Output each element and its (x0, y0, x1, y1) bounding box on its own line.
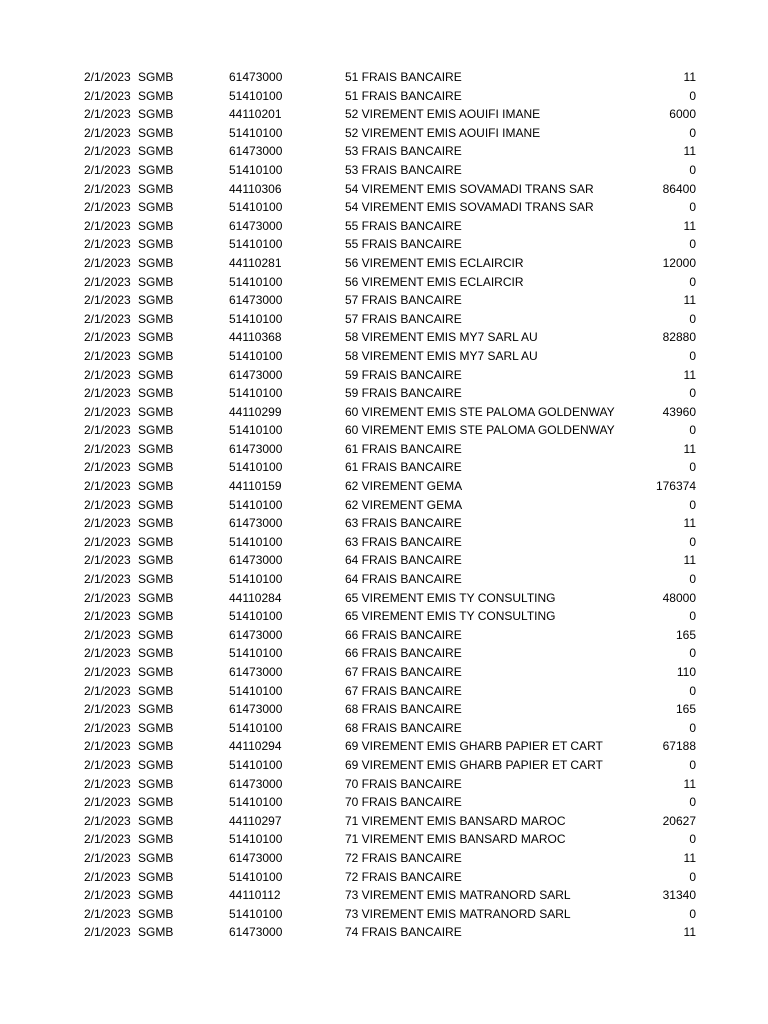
date-cell: 2/1/2023 (84, 88, 131, 103)
date-cell: 2/1/2023 (84, 795, 131, 810)
journal-cell: SGMB (138, 144, 174, 159)
label-cell: 63 FRAIS BANCAIRE (345, 534, 462, 549)
journal-cell: SGMB (138, 516, 174, 531)
account-cell: 51410100 (229, 757, 283, 772)
account-cell: 51410100 (229, 311, 283, 326)
table-row (0, 180, 768, 199)
date-cell: 2/1/2023 (84, 888, 131, 903)
journal-cell: SGMB (138, 850, 174, 865)
table-row (0, 663, 768, 682)
date-cell: 2/1/2023 (84, 627, 131, 642)
label-cell: 56 VIREMENT EMIS ECLAIRCIR (345, 255, 524, 270)
date-cell: 2/1/2023 (84, 925, 131, 940)
table-row (0, 551, 768, 570)
table-row (0, 68, 768, 87)
date-cell: 2/1/2023 (84, 869, 131, 884)
amount-cell: 11 (683, 553, 696, 568)
label-cell: 64 FRAIS BANCAIRE (345, 572, 462, 587)
amount-cell: 0 (689, 795, 696, 810)
account-cell: 51410100 (229, 832, 283, 847)
label-cell: 56 VIREMENT EMIS ECLAIRCIR (345, 274, 524, 289)
journal-cell: SGMB (138, 274, 174, 289)
account-cell: 51410100 (229, 720, 283, 735)
table-row (0, 273, 768, 292)
amount-cell: 0 (689, 497, 696, 512)
amount-cell: 165 (675, 627, 696, 642)
date-cell: 2/1/2023 (84, 218, 131, 233)
date-cell: 2/1/2023 (84, 479, 131, 494)
amount-cell: 11 (683, 776, 696, 791)
table-row (0, 347, 768, 366)
amount-cell: 0 (689, 237, 696, 252)
date-cell: 2/1/2023 (84, 255, 131, 270)
journal-cell: SGMB (138, 107, 174, 122)
journal-cell: SGMB (138, 348, 174, 363)
label-cell: 57 FRAIS BANCAIRE (345, 311, 462, 326)
label-cell: 70 FRAIS BANCAIRE (345, 795, 462, 810)
amount-cell: 0 (689, 869, 696, 884)
amount-cell: 0 (689, 572, 696, 587)
amount-cell: 43960 (662, 404, 696, 419)
account-cell: 61473000 (229, 293, 283, 308)
table-row (0, 124, 768, 143)
table-row (0, 570, 768, 589)
account-cell: 44110284 (229, 590, 282, 605)
amount-cell: 0 (689, 125, 696, 140)
journal-cell: SGMB (138, 776, 174, 791)
label-cell: 53 FRAIS BANCAIRE (345, 144, 462, 159)
table-row (0, 737, 768, 756)
amount-cell: 11 (683, 516, 696, 531)
table-row (0, 775, 768, 794)
date-cell: 2/1/2023 (84, 441, 131, 456)
date-cell: 2/1/2023 (84, 739, 131, 754)
account-cell: 44110294 (229, 739, 282, 754)
date-cell: 2/1/2023 (84, 404, 131, 419)
table-row (0, 403, 768, 422)
amount-cell: 20627 (662, 813, 696, 828)
account-cell: 51410100 (229, 572, 283, 587)
date-cell: 2/1/2023 (84, 125, 131, 140)
amount-cell: 11 (683, 925, 696, 940)
table-row (0, 496, 768, 515)
amount-cell: 0 (689, 348, 696, 363)
label-cell: 58 VIREMENT EMIS MY7 SARL AU (345, 330, 538, 345)
account-cell: 51410100 (229, 423, 283, 438)
journal-cell: SGMB (138, 869, 174, 884)
journal-cell: SGMB (138, 813, 174, 828)
amount-cell: 0 (689, 683, 696, 698)
amount-cell: 48000 (662, 590, 696, 605)
amount-cell: 0 (689, 757, 696, 772)
account-cell: 51410100 (229, 348, 283, 363)
account-cell: 51410100 (229, 534, 283, 549)
amount-cell: 0 (689, 646, 696, 661)
date-cell: 2/1/2023 (84, 144, 131, 159)
table-row (0, 254, 768, 273)
journal-cell: SGMB (138, 237, 174, 252)
amount-cell: 0 (689, 274, 696, 289)
account-cell: 51410100 (229, 795, 283, 810)
table-row (0, 849, 768, 868)
journal-cell: SGMB (138, 367, 174, 382)
table-row (0, 719, 768, 738)
amount-cell: 86400 (662, 181, 696, 196)
label-cell: 63 FRAIS BANCAIRE (345, 516, 462, 531)
table-row (0, 589, 768, 608)
journal-cell: SGMB (138, 441, 174, 456)
date-cell: 2/1/2023 (84, 200, 131, 215)
account-cell: 44110299 (229, 404, 282, 419)
table-row (0, 607, 768, 626)
table-row (0, 142, 768, 161)
label-cell: 72 FRAIS BANCAIRE (345, 869, 462, 884)
account-cell: 51410100 (229, 88, 283, 103)
label-cell: 53 FRAIS BANCAIRE (345, 162, 462, 177)
table-row (0, 217, 768, 236)
journal-cell: SGMB (138, 720, 174, 735)
table-row (0, 923, 768, 942)
table-row (0, 644, 768, 663)
amount-cell: 0 (689, 609, 696, 624)
account-cell: 44110306 (229, 181, 282, 196)
journal-cell: SGMB (138, 330, 174, 345)
account-cell: 61473000 (229, 776, 283, 791)
label-cell: 59 FRAIS BANCAIRE (345, 367, 462, 382)
date-cell: 2/1/2023 (84, 386, 131, 401)
journal-cell: SGMB (138, 609, 174, 624)
table-row (0, 514, 768, 533)
amount-cell: 12000 (662, 255, 696, 270)
amount-cell: 0 (689, 460, 696, 475)
date-cell: 2/1/2023 (84, 181, 131, 196)
amount-cell: 176374 (655, 479, 696, 494)
label-cell: 60 VIREMENT EMIS STE PALOMA GOLDENWAY (345, 423, 615, 438)
account-cell: 61473000 (229, 850, 283, 865)
journal-cell: SGMB (138, 255, 174, 270)
account-cell: 44110159 (229, 479, 282, 494)
label-cell: 52 VIREMENT EMIS AOUIFI IMANE (345, 107, 541, 122)
label-cell: 74 FRAIS BANCAIRE (345, 925, 462, 940)
account-cell: 61473000 (229, 553, 283, 568)
journal-cell: SGMB (138, 293, 174, 308)
table-row (0, 105, 768, 124)
account-cell: 51410100 (229, 200, 283, 215)
label-cell: 70 FRAIS BANCAIRE (345, 776, 462, 791)
date-cell: 2/1/2023 (84, 609, 131, 624)
amount-cell: 11 (683, 850, 696, 865)
journal-cell: SGMB (138, 627, 174, 642)
ledger-table (0, 68, 768, 942)
date-cell: 2/1/2023 (84, 367, 131, 382)
date-cell: 2/1/2023 (84, 720, 131, 735)
date-cell: 2/1/2023 (84, 330, 131, 345)
date-cell: 2/1/2023 (84, 553, 131, 568)
date-cell: 2/1/2023 (84, 460, 131, 475)
account-cell: 61473000 (229, 70, 283, 84)
label-cell: 62 VIREMENT GEMA (345, 479, 463, 494)
label-cell: 66 FRAIS BANCAIRE (345, 627, 462, 642)
amount-cell: 67188 (662, 739, 696, 754)
amount-cell: 165 (675, 702, 696, 717)
amount-cell: 82880 (662, 330, 696, 345)
journal-cell: SGMB (138, 200, 174, 215)
journal-cell: SGMB (138, 665, 174, 679)
amount-cell: 11 (683, 441, 696, 456)
journal-cell: SGMB (138, 906, 174, 921)
label-cell: 62 VIREMENT GEMA (345, 497, 463, 512)
label-cell: 65 VIREMENT EMIS TY CONSULTING (345, 590, 556, 605)
account-cell: 44110112 (229, 888, 281, 903)
table-row (0, 310, 768, 329)
date-cell: 2/1/2023 (84, 572, 131, 587)
date-cell: 2/1/2023 (84, 107, 131, 122)
table-row (0, 793, 768, 812)
journal-cell: SGMB (138, 70, 174, 84)
amount-cell: 6000 (669, 107, 696, 122)
label-cell: 64 FRAIS BANCAIRE (345, 553, 462, 568)
date-cell: 2/1/2023 (84, 348, 131, 363)
account-cell: 44110201 (229, 107, 282, 122)
account-cell: 61473000 (229, 925, 283, 940)
table-row (0, 458, 768, 477)
account-cell: 51410100 (229, 237, 283, 252)
account-cell: 61473000 (229, 367, 283, 382)
label-cell: 69 VIREMENT EMIS GHARB PAPIER ET CART (345, 739, 603, 754)
date-cell: 2/1/2023 (84, 423, 131, 438)
table-row (0, 682, 768, 701)
journal-cell: SGMB (138, 311, 174, 326)
journal-cell: SGMB (138, 646, 174, 661)
journal-cell: SGMB (138, 572, 174, 587)
journal-cell: SGMB (138, 795, 174, 810)
table-row (0, 366, 768, 385)
journal-cell: SGMB (138, 832, 174, 847)
amount-cell: 0 (689, 200, 696, 215)
journal-cell: SGMB (138, 702, 174, 717)
amount-cell: 11 (683, 293, 696, 308)
journal-cell: SGMB (138, 497, 174, 512)
date-cell: 2/1/2023 (84, 293, 131, 308)
date-cell: 2/1/2023 (84, 683, 131, 698)
label-cell: 57 FRAIS BANCAIRE (345, 293, 462, 308)
journal-cell: SGMB (138, 757, 174, 772)
label-cell: 61 FRAIS BANCAIRE (345, 460, 462, 475)
account-cell: 51410100 (229, 683, 283, 698)
account-cell: 61473000 (229, 218, 283, 233)
journal-cell: SGMB (138, 925, 174, 940)
account-cell: 44110281 (229, 255, 282, 270)
table-row (0, 886, 768, 905)
journal-cell: SGMB (138, 739, 174, 754)
date-cell: 2/1/2023 (84, 832, 131, 847)
label-cell: 72 FRAIS BANCAIRE (345, 850, 462, 865)
table-row (0, 198, 768, 217)
amount-cell: 0 (689, 832, 696, 847)
journal-cell: SGMB (138, 125, 174, 140)
table-row (0, 700, 768, 719)
account-cell: 44110297 (229, 813, 282, 828)
account-cell: 44110368 (229, 330, 282, 345)
amount-cell: 0 (689, 311, 696, 326)
date-cell: 2/1/2023 (84, 237, 131, 252)
amount-cell: 11 (683, 70, 696, 84)
account-cell: 61473000 (229, 702, 283, 717)
account-cell: 51410100 (229, 869, 283, 884)
account-cell: 61473000 (229, 665, 283, 679)
label-cell: 51 FRAIS BANCAIRE (345, 70, 462, 84)
journal-cell: SGMB (138, 218, 174, 233)
label-cell: 59 FRAIS BANCAIRE (345, 386, 462, 401)
label-cell: 71 VIREMENT EMIS BANSARD MAROC (345, 832, 566, 847)
table-row (0, 384, 768, 403)
date-cell: 2/1/2023 (84, 274, 131, 289)
amount-cell: 0 (689, 162, 696, 177)
table-row (0, 830, 768, 849)
account-cell: 61473000 (229, 516, 283, 531)
account-cell: 51410100 (229, 609, 283, 624)
label-cell: 52 VIREMENT EMIS AOUIFI IMANE (345, 125, 541, 140)
label-cell: 60 VIREMENT EMIS STE PALOMA GOLDENWAY (345, 404, 615, 419)
date-cell: 2/1/2023 (84, 776, 131, 791)
table-row (0, 905, 768, 924)
label-cell: 67 FRAIS BANCAIRE (345, 683, 462, 698)
journal-cell: SGMB (138, 88, 174, 103)
account-cell: 51410100 (229, 162, 283, 177)
account-cell: 51410100 (229, 386, 283, 401)
date-cell: 2/1/2023 (84, 590, 131, 605)
journal-cell: SGMB (138, 162, 174, 177)
date-cell: 2/1/2023 (84, 497, 131, 512)
journal-cell: SGMB (138, 404, 174, 419)
date-cell: 2/1/2023 (84, 516, 131, 531)
amount-cell: 0 (689, 88, 696, 103)
amount-cell: 11 (683, 144, 696, 159)
date-cell: 2/1/2023 (84, 813, 131, 828)
date-cell: 2/1/2023 (84, 70, 131, 84)
table-row (0, 421, 768, 440)
date-cell: 2/1/2023 (84, 702, 131, 717)
amount-cell: 110 (676, 665, 696, 679)
account-cell: 51410100 (229, 274, 283, 289)
account-cell: 61473000 (229, 144, 283, 159)
label-cell: 54 VIREMENT EMIS SOVAMADI TRANS SAR (345, 200, 594, 215)
account-cell: 51410100 (229, 125, 283, 140)
table-row (0, 440, 768, 459)
amount-cell: 11 (683, 367, 696, 382)
label-cell: 51 FRAIS BANCAIRE (345, 88, 462, 103)
label-cell: 67 FRAIS BANCAIRE (345, 665, 462, 679)
table-row (0, 812, 768, 831)
account-cell: 51410100 (229, 497, 283, 512)
table-row (0, 87, 768, 106)
journal-cell: SGMB (138, 888, 174, 903)
table-row (0, 477, 768, 496)
amount-cell: 0 (689, 423, 696, 438)
account-cell: 51410100 (229, 906, 283, 921)
label-cell: 54 VIREMENT EMIS SOVAMADI TRANS SAR (345, 181, 594, 196)
amount-cell: 0 (689, 386, 696, 401)
amount-cell: 0 (689, 906, 696, 921)
account-cell: 61473000 (229, 441, 283, 456)
date-cell: 2/1/2023 (84, 311, 131, 326)
table-row (0, 235, 768, 254)
date-cell: 2/1/2023 (84, 906, 131, 921)
table-row (0, 161, 768, 180)
label-cell: 73 VIREMENT EMIS MATRANORD SARL (345, 906, 571, 921)
journal-cell: SGMB (138, 423, 174, 438)
label-cell: 68 FRAIS BANCAIRE (345, 702, 462, 717)
label-cell: 55 FRAIS BANCAIRE (345, 218, 462, 233)
label-cell: 73 VIREMENT EMIS MATRANORD SARL (345, 888, 571, 903)
date-cell: 2/1/2023 (84, 162, 131, 177)
label-cell: 58 VIREMENT EMIS MY7 SARL AU (345, 348, 538, 363)
label-cell: 61 FRAIS BANCAIRE (345, 441, 462, 456)
date-cell: 2/1/2023 (84, 850, 131, 865)
amount-cell: 0 (689, 720, 696, 735)
journal-cell: SGMB (138, 553, 174, 568)
journal-cell: SGMB (138, 590, 174, 605)
journal-cell: SGMB (138, 683, 174, 698)
amount-cell: 11 (683, 218, 696, 233)
table-row (0, 533, 768, 552)
journal-cell: SGMB (138, 534, 174, 549)
label-cell: 55 FRAIS BANCAIRE (345, 237, 462, 252)
table-row (0, 291, 768, 310)
date-cell: 2/1/2023 (84, 757, 131, 772)
journal-cell: SGMB (138, 479, 174, 494)
table-row (0, 868, 768, 887)
account-cell: 61473000 (229, 627, 283, 642)
journal-cell: SGMB (138, 181, 174, 196)
account-cell: 51410100 (229, 460, 283, 475)
date-cell: 2/1/2023 (84, 534, 131, 549)
journal-cell: SGMB (138, 460, 174, 475)
amount-cell: 0 (689, 534, 696, 549)
date-cell: 2/1/2023 (84, 646, 131, 661)
label-cell: 66 FRAIS BANCAIRE (345, 646, 462, 661)
label-cell: 65 VIREMENT EMIS TY CONSULTING (345, 609, 556, 624)
table-row (0, 328, 768, 347)
label-cell: 68 FRAIS BANCAIRE (345, 720, 462, 735)
date-cell: 2/1/2023 (84, 665, 131, 679)
label-cell: 71 VIREMENT EMIS BANSARD MAROC (345, 813, 566, 828)
amount-cell: 31340 (662, 888, 696, 903)
label-cell: 69 VIREMENT EMIS GHARB PAPIER ET CART (345, 757, 603, 772)
table-row (0, 626, 768, 645)
table-row (0, 756, 768, 775)
journal-cell: SGMB (138, 386, 174, 401)
account-cell: 51410100 (229, 646, 283, 661)
